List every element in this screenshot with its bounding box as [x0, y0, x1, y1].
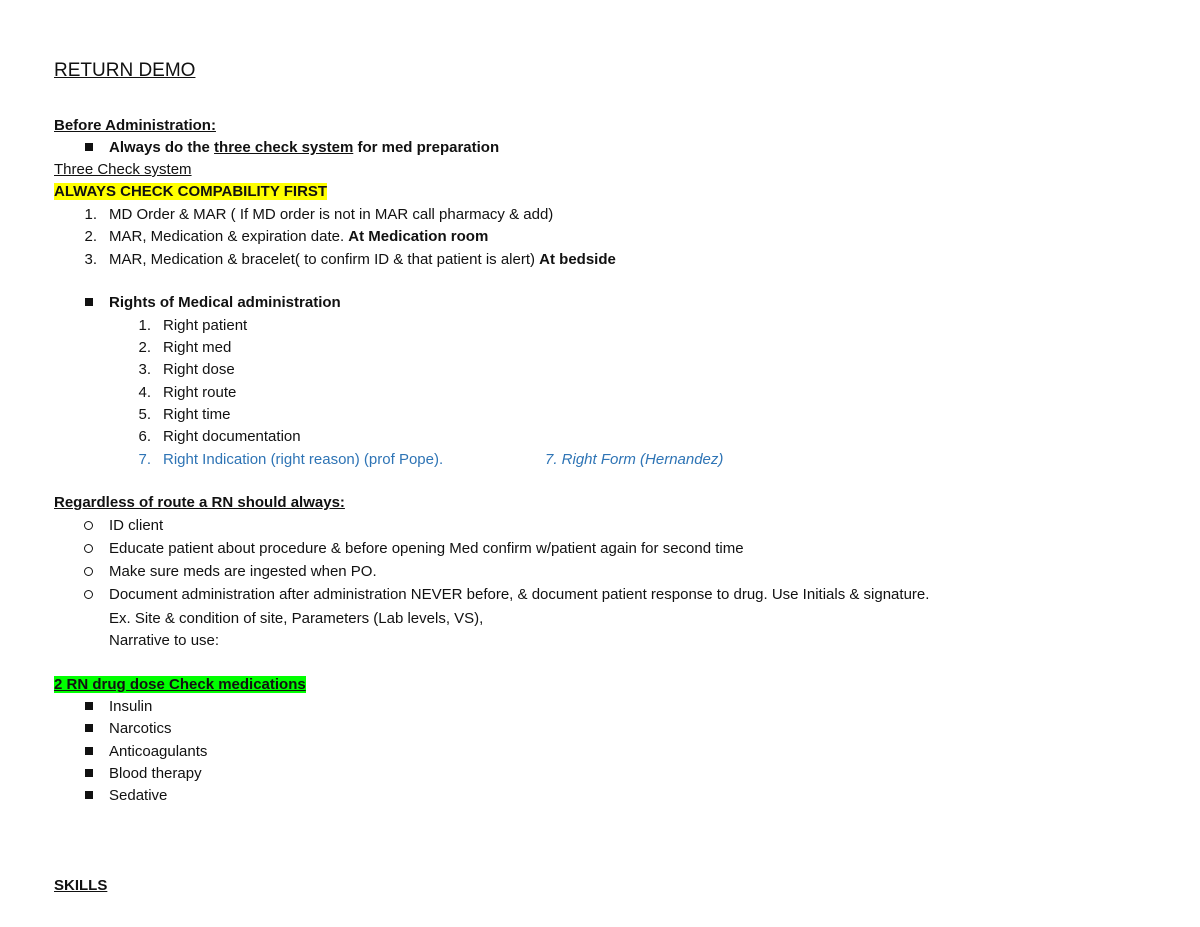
- skills-heading: SKILLS: [54, 877, 108, 894]
- check-text: MD Order & MAR ( If MD order is not in MAR call pharmacy & add): [109, 206, 554, 223]
- right-number: 4.: [138, 384, 151, 401]
- square-bullet-icon: [85, 138, 93, 158]
- square-bullet-icon: [85, 742, 93, 762]
- two-rn-item: Insulin: [109, 698, 153, 715]
- check-item: [109, 250, 616, 270]
- two-rn-heading: [54, 675, 306, 695]
- right-number: 2.: [138, 339, 151, 356]
- two-rn-item: Blood therapy: [109, 765, 202, 782]
- check-item: [109, 227, 488, 247]
- before-administration-heading: Before Administration:: [54, 117, 216, 134]
- page-title: RETURN DEMO: [54, 60, 196, 81]
- right-item: Right time: [163, 406, 231, 423]
- square-bullet-icon: [85, 719, 93, 739]
- check-item: [109, 205, 553, 225]
- square-bullet-icon: [85, 293, 93, 313]
- three-check-system-link: three check system: [214, 139, 354, 156]
- three-check-heading: Three Check system: [54, 161, 192, 178]
- right-number: 1.: [138, 317, 151, 334]
- regardless-item: Make sure meds are ingested when PO.: [109, 563, 377, 580]
- square-bullet-icon: [85, 697, 93, 717]
- two-rn-item: Anticoagulants: [109, 743, 208, 760]
- three-check-bullet: [109, 138, 499, 158]
- circle-bullet-icon: [84, 539, 93, 559]
- bullet-suffix: for med preparation: [353, 139, 500, 156]
- right-number: 6.: [138, 428, 151, 445]
- right-item: Right dose: [163, 361, 235, 378]
- regardless-item: ID client: [109, 517, 164, 534]
- rights-heading: Rights of Medical administration: [109, 294, 341, 311]
- right-item: Right patient: [163, 317, 248, 334]
- right-number: 3.: [138, 361, 151, 378]
- bullet-prefix: Always do the: [109, 139, 215, 156]
- check-text: MAR, Medication & bracelet( to confirm ID & that patient is alert): [109, 251, 540, 268]
- circle-bullet-icon: [84, 516, 93, 536]
- two-rn-item: Sedative: [109, 787, 168, 804]
- check-text: MAR, Medication & expiration date.: [109, 228, 349, 245]
- square-bullet-icon: [85, 786, 93, 806]
- two-rn-heading-text: 2 RN drug dose Check medications: [54, 676, 306, 693]
- square-bullet-icon: [85, 764, 93, 784]
- regardless-item: Document administration after administration NEVER before, & document patient response to drug. Use Initials & signature.: [109, 586, 930, 603]
- check-number: 1.: [84, 206, 97, 223]
- circle-bullet-icon: [84, 585, 93, 605]
- regardless-example: Ex. Site & condition of site, Parameters (Lab levels, VS),: [109, 610, 484, 627]
- right-item: Right med: [163, 339, 232, 356]
- regardless-heading: Regardless of route a RN should always:: [54, 494, 345, 511]
- right-item-form: 7. Right Form (Hernandez): [545, 451, 724, 468]
- check-location: At Medication room: [348, 228, 489, 245]
- two-rn-item: Narcotics: [109, 720, 172, 737]
- circle-bullet-icon: [84, 562, 93, 582]
- right-item: Right documentation: [163, 428, 301, 445]
- regardless-item: Educate patient about procedure & before opening Med confirm w/patient again for second time: [109, 540, 744, 557]
- compatibility-highlight-text: ALWAYS CHECK COMPABILITY FIRST: [54, 183, 328, 200]
- right-number: 5.: [138, 406, 151, 423]
- right-item-indication: Right Indication (right reason) (prof Pope).: [163, 451, 444, 468]
- right-number: 7.: [138, 451, 151, 468]
- check-location: At bedside: [539, 251, 616, 268]
- check-number: 3.: [84, 251, 97, 268]
- compatibility-highlight: [54, 182, 327, 202]
- right-item: Right route: [163, 384, 237, 401]
- regardless-narrative: Narrative to use:: [109, 632, 220, 649]
- check-number: 2.: [84, 228, 97, 245]
